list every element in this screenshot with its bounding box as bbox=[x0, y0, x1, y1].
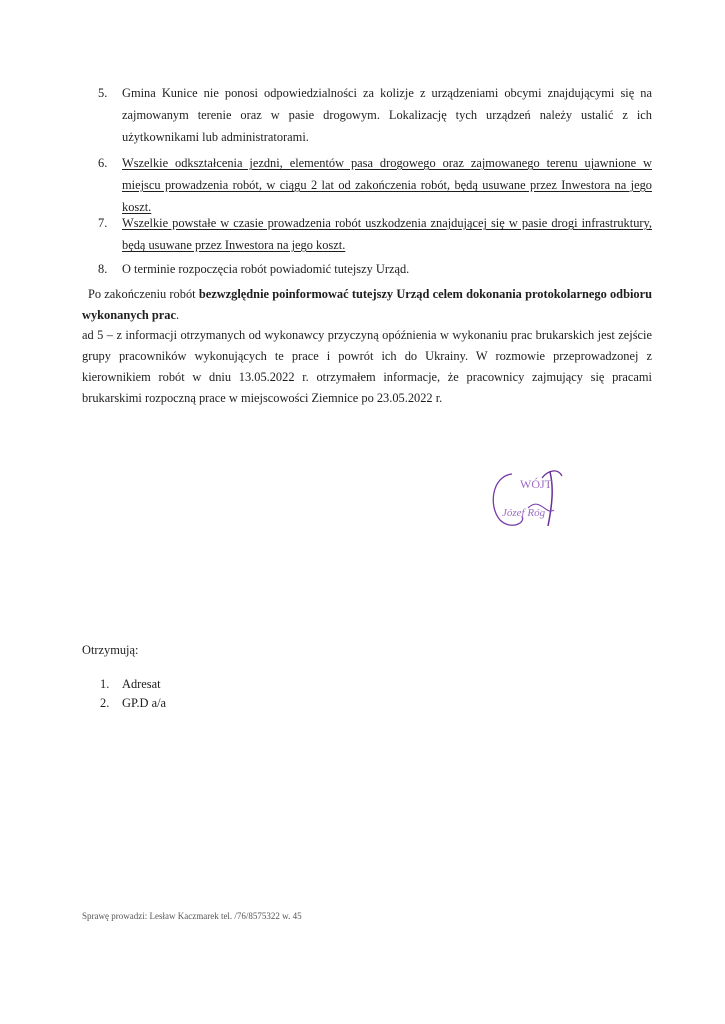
list-text: O terminie rozpoczęcia robót powiadomić tutejszy Urząd. bbox=[122, 262, 410, 276]
recipient-item bbox=[82, 675, 166, 694]
list-text: Gmina Kunice nie ponosi odpowiedzialności za kolizje z urządzeniami obcymi znajdującymi się na zajmowanym terenie oraz w pasie drogowym. Lokalizację tych urządzeń należy ustalić z ich użytkownikami lub administratorami. bbox=[122, 86, 652, 144]
signature-stamp-title: WÓJT bbox=[520, 477, 552, 491]
list-text: Wszelkie powstałe w czasie prowadzenia robót uszkodzenia znajdującej się w pasie drogi infrastruktury, będą usuwane przez Inwestora na jego koszt. bbox=[122, 216, 652, 252]
list-number: 6. bbox=[98, 156, 108, 170]
recipients-label: Otrzymują: bbox=[82, 643, 139, 657]
list-item-7 bbox=[82, 212, 652, 256]
closing-suffix: . bbox=[175, 308, 180, 322]
recipient-text: GP.D a/a bbox=[122, 696, 167, 710]
recipient-number: 1. bbox=[100, 677, 110, 691]
list-number: 8. bbox=[98, 262, 108, 276]
list-text: Wszelkie odkształcenia jezdni, elementów pasa drogowego oraz zajmowanego terenu ujawnione w miejscu prowadzenia robót, w ciągu 2 lat od zakończenia robót, będą usuwane przez Inwestora na jego koszt. bbox=[122, 156, 652, 214]
closing-prefix: Po zakończeniu robót bbox=[88, 287, 199, 301]
recipient-text: Adresat bbox=[122, 677, 161, 691]
note-paragraph: ad 5 – z informacji otrzymanych od wykonawcy przyczyną opóźnienia w wykonaniu prac brukarskich jest zejście grupy pracowników wykonujących te prace i powrót ich do Ukrainy. W rozmowie przeprowadzonej z kierownikiem robót w dniu 13.05.2022 r. otrzymałem informacje, że pracownicy zajmujący się pracami brukarskimi rozpoczną prace w miejscowości Ziemnice po 23.05.2022 r. bbox=[82, 328, 652, 405]
footer-contact: Sprawę prowadzi: Lesław Kaczmarek tel. /76/8575322 w. 45 bbox=[82, 911, 302, 921]
signature-name: Józef Róg bbox=[502, 507, 546, 519]
signature bbox=[482, 466, 602, 536]
list-item-5 bbox=[82, 82, 652, 148]
list-number: 5. bbox=[98, 86, 108, 100]
list-item-8 bbox=[82, 258, 652, 280]
signature-stamp-icon bbox=[482, 466, 602, 536]
recipient-item bbox=[82, 694, 166, 713]
list-number: 7. bbox=[98, 216, 108, 230]
recipient-number: 2. bbox=[100, 696, 110, 710]
list-item-6 bbox=[82, 152, 652, 218]
closing-bold-text: bezwzględnie poinformować tutejszy Urząd celem dokonania protokolarnego odbioru wykonanych prac bbox=[82, 287, 652, 322]
recipients-list bbox=[82, 675, 166, 713]
closing-paragraph bbox=[82, 284, 652, 326]
